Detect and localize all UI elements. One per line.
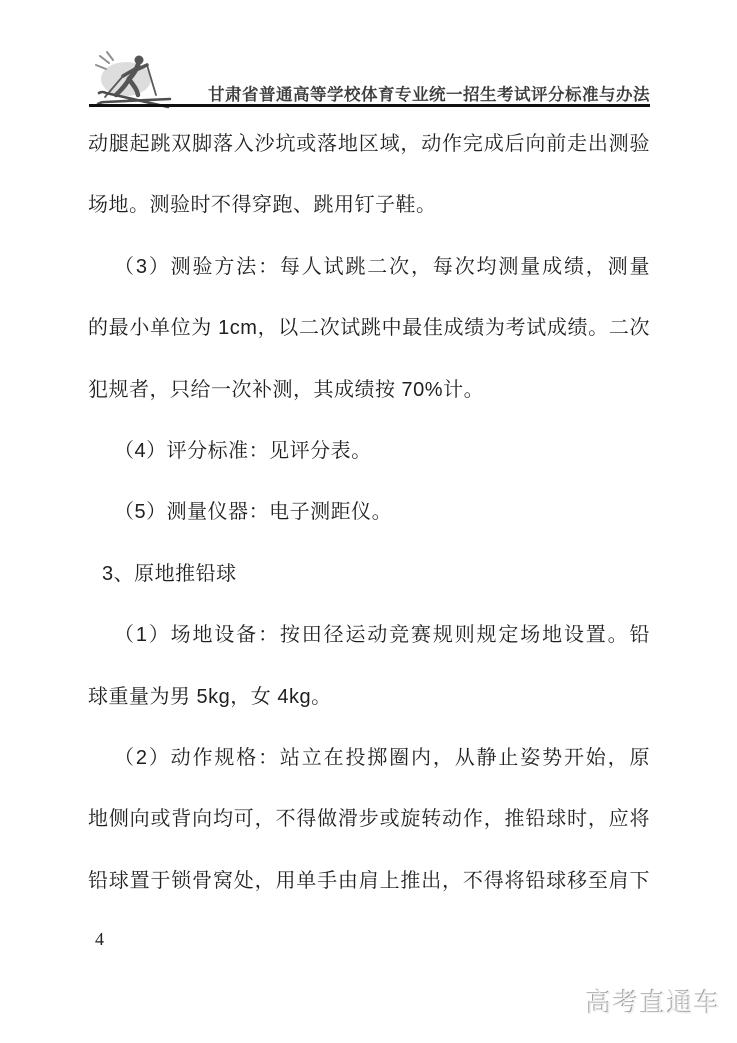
text-line: （1）场地设备：按田径运动竞赛规则规定场地设置。铅 (114, 624, 650, 647)
watermark-text: 高考直通车 (585, 988, 721, 1018)
text-line: 场地。测验时不得穿跑、跳用钉子鞋。 (88, 194, 437, 217)
text-line: 铅球置于锁骨窝处，用单手由肩上推出，不得将铅球移至肩下 (88, 869, 650, 892)
text-line: 3、原地推铅球 (102, 562, 237, 585)
page-number: 4 (95, 929, 104, 949)
text-line: 地侧向或背向均可，不得做滑步或旋转动作，推铅球时，应将 (88, 808, 650, 831)
text-line: （2）动作规格：站立在投掷圈内，从静止姿势开始，原 (114, 746, 650, 769)
text-line: （4）评分标准：见评分表。 (114, 439, 372, 462)
text-line: 球重量为男 5kg，女 4kg。 (88, 685, 332, 708)
header-title: 甘肃省普通高等学校体育专业统一招生考试评分标准与办法 (208, 86, 650, 104)
text-line: 犯规者，只给一次补测，其成绩按 70%计。 (88, 378, 485, 401)
header-divider (89, 104, 650, 107)
text-line: （5）测量仪器：电子测距仪。 (114, 501, 393, 524)
document-body (88, 131, 650, 929)
skier-logo-icon (92, 50, 176, 112)
text-line: 动腿起跳双脚落入沙坑或落地区域，动作完成后向前走出测验 (88, 133, 650, 155)
text-line: 的最小单位为 1cm，以二次试跳中最佳成绩为考试成绩。二次 (88, 317, 650, 340)
text-line: （3）测验方法：每人试跳二次，每次均测量成绩，测量 (114, 255, 650, 278)
